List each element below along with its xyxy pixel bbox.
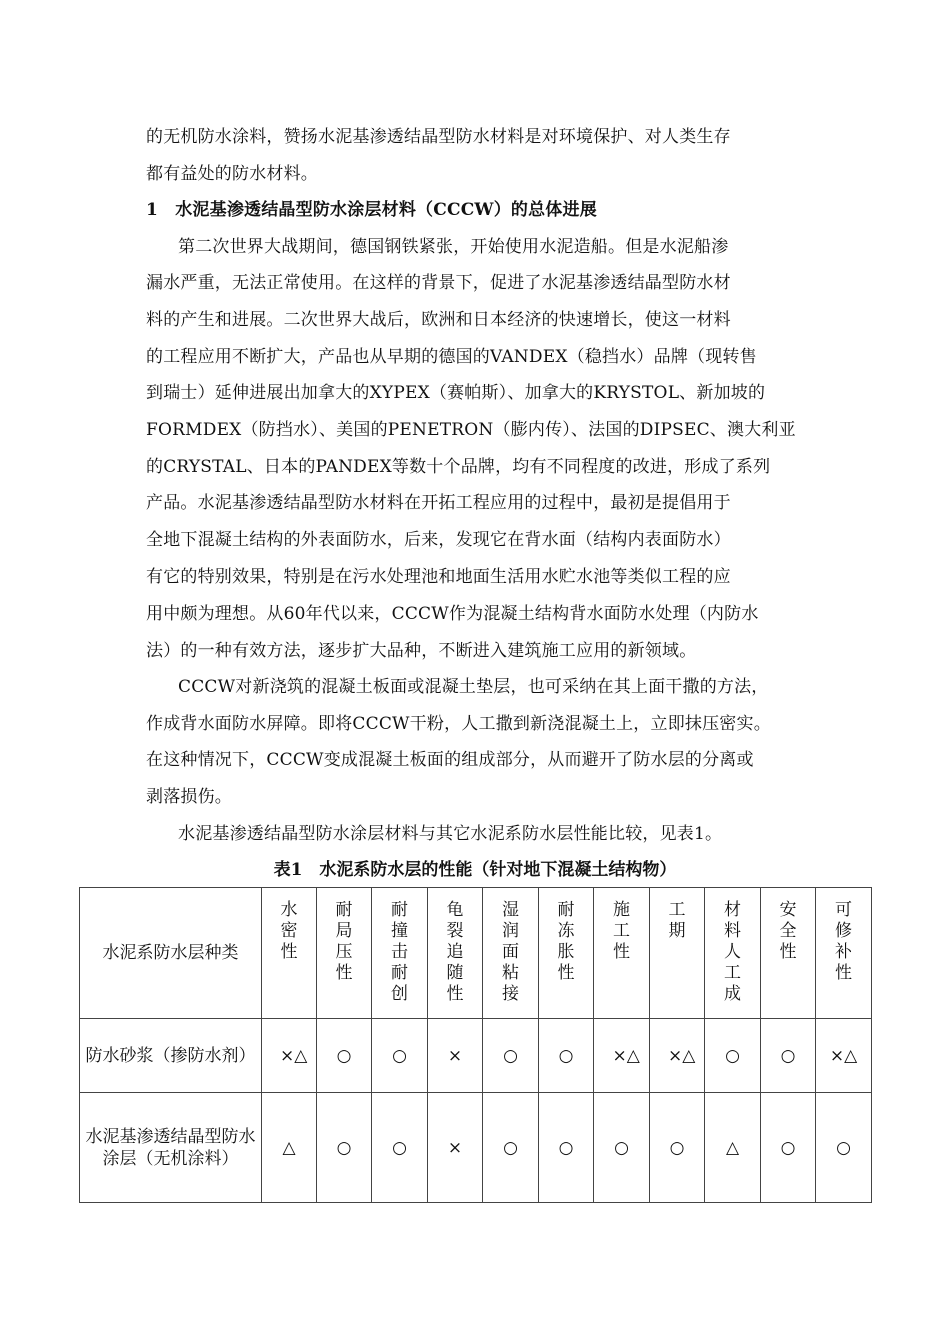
column-header (317, 888, 372, 1019)
table-cell: × (428, 1019, 483, 1093)
table-cell: △ (705, 1093, 761, 1203)
column-header (594, 888, 650, 1019)
column-header (705, 888, 761, 1019)
table-cell: ○ (372, 1093, 428, 1203)
section-heading: 1 水泥基渗透结晶型防水涂层材料（CCCW）的总体进展 (146, 200, 597, 220)
column-header-text: 耐撞击耐创 (391, 900, 408, 1004)
body-line: 漏水严重，无法正常使用。在这样的背景下，促进了水泥基渗透结晶型防水材 (146, 273, 731, 293)
column-header-text: 湿润面粘接 (502, 900, 519, 1004)
table-row (80, 1019, 872, 1093)
column-header-text: 材料人工成 (724, 900, 741, 1004)
table-cell: ○ (372, 1019, 428, 1093)
cell-value: ×△ (612, 1045, 640, 1066)
column-header (650, 888, 705, 1019)
body-line: 全地下混凝土结构的外表面防水，后来，发现它在背水面（结构内表面防水） (146, 530, 731, 550)
table-cell: ○ (761, 1019, 816, 1093)
table-cell: ○ (816, 1093, 872, 1203)
body-line: 的CRYSTAL、日本的PANDEX等数十个品牌，均有不同程度的改进，形成了系列 (146, 457, 771, 477)
body-line: 产品。水泥基渗透结晶型防水材料在开拓工程应用的过程中，最初是提倡用于 (146, 493, 731, 513)
column-header (761, 888, 816, 1019)
body-line: 到瑞士）延伸进展出加拿大的XYPEX（赛帕斯）、加拿大的KRYSTOL、新加坡的 (146, 383, 766, 403)
column-header-text: 耐冻胀性 (557, 900, 575, 983)
table-cell: ○ (539, 1093, 594, 1203)
corner-label: 水泥系防水层种类 (80, 888, 262, 1019)
table-cell: △ (262, 1093, 317, 1203)
column-header-text: 龟裂追随性 (446, 900, 464, 1004)
body-line: 的工程应用不断扩大，产品也从早期的德国的VANDEX（稳挡水）品牌（现转售 (146, 347, 757, 367)
table-cell: ○ (705, 1019, 761, 1093)
column-header (372, 888, 428, 1019)
table-cell: ○ (317, 1093, 372, 1203)
column-header-text: 安全性 (779, 900, 797, 962)
cell-value: ×△ (280, 1045, 308, 1066)
body-line: 料的产生和进展。二次世界大战后，欧洲和日本经济的快速增长，使这一材料 (146, 310, 731, 330)
column-header-text: 耐局压性 (335, 900, 353, 983)
column-header-text: 工期 (668, 900, 686, 941)
column-header-text: 水密性 (280, 900, 298, 962)
cell-value: ×△ (668, 1045, 696, 1066)
table-cell: ○ (539, 1019, 594, 1093)
table-cell: ○ (483, 1093, 539, 1203)
table-cell (650, 1019, 705, 1093)
column-header (262, 888, 317, 1019)
body-line: 剥落损伤。 (146, 787, 232, 807)
column-header (816, 888, 872, 1019)
table-caption: 表1 水泥系防水层的性能（针对地下混凝土结构物） (273, 860, 677, 880)
body-line: 都有益处的防水材料。 (146, 164, 318, 184)
body-line: 用中颇为理想。从60年代以来，CCCW作为混凝土结构背水面防水处理（内防水 (146, 604, 759, 624)
column-header-text: 可修补性 (835, 900, 852, 983)
body-line: FORMDEX（防挡水）、美国的PENETRON（膨内传）、法国的DIPSEC、澳大利亚 (146, 420, 796, 440)
body-line: 水泥基渗透结晶型防水涂层材料与其它水泥系防水层性能比较，见表1。 (178, 824, 723, 844)
table-cell: × (428, 1093, 483, 1203)
body-line: 有它的特别效果，特别是在污水处理池和地面生活用水贮水池等类似工程的应 (146, 567, 731, 587)
body-line: 在这种情况下，CCCW变成混凝土板面的组成部分，从而避开了防水层的分离或 (146, 750, 754, 770)
body-line: 作成背水面防水屏障。即将CCCW干粉，人工撒到新浇混凝土上，立即抹压密实。 (146, 714, 771, 734)
table-row (80, 1093, 872, 1203)
table-cell: ○ (594, 1093, 650, 1203)
table-header-row (80, 888, 872, 1019)
column-header-text: 施工性 (613, 900, 630, 962)
body-line: 第二次世界大战期间，德国钢铁紧张，开始使用水泥造船。但是水泥船渗 (178, 237, 729, 257)
table-cell (262, 1019, 317, 1093)
column-header (483, 888, 539, 1019)
performance-table (79, 887, 872, 1203)
table-cell (594, 1019, 650, 1093)
column-header (428, 888, 483, 1019)
table-cell: ×△ (816, 1019, 872, 1093)
table-cell: ○ (650, 1093, 705, 1203)
row-label: 水泥基渗透结晶型防水涂层（无机涂料） (80, 1093, 262, 1203)
row-label: 防水砂浆（掺防水剂） (80, 1019, 262, 1093)
body-line: 的无机防水涂料，赞扬水泥基渗透结晶型防水材料是对环境保护、对人类生存 (146, 127, 731, 147)
table-cell: ○ (317, 1019, 372, 1093)
column-header (539, 888, 594, 1019)
table-cell: ○ (483, 1019, 539, 1093)
body-line: 法）的一种有效方法，逐步扩大品种，不断进入建筑施工应用的新领域。 (146, 641, 697, 661)
table-cell: ○ (761, 1093, 816, 1203)
body-line: CCCW对新浇筑的混凝土板面或混凝土垫层，也可采纳在其上面干撒的方法， (178, 677, 769, 697)
